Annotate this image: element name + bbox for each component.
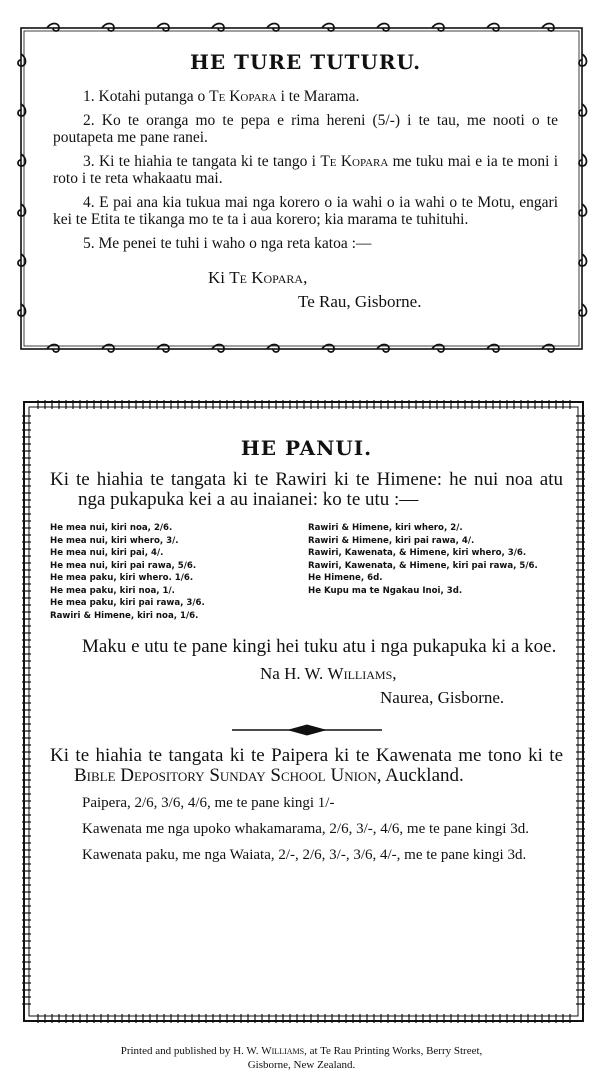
price-item: He mea paku, kiri whero. 1/6. (50, 573, 194, 583)
bible-lead (50, 746, 563, 786)
imprint-post: , at Te Rau Printing Works, Berry Street, (304, 1045, 483, 1057)
bible-society-name: Bible Depository Sunday School Union (74, 765, 377, 786)
imprint-name: Williams (261, 1045, 305, 1057)
bible-lead-end: , Auckland. (376, 765, 464, 786)
price-item: He mea nui, kiri noa, 2/6. (50, 523, 173, 533)
price-item: He mea nui, kiri pai rawa, 5/6. (50, 560, 197, 571)
rules-list (53, 88, 558, 252)
bible-price-item: Kawenata paku, me nga Waiata, 2/-, 2/6, 3/-, 3/6, 4/-, me te pane kingi 3d. (82, 847, 527, 863)
price-item: He Kupu ma te Ngakau Inoi, 3d. (308, 585, 463, 596)
bible-price-item: Paipera, 2/6, 3/6, 4/6, me te pane kingi 1/- (82, 795, 335, 811)
panui-lead: Ki te hiahia te tangata ki te Rawiri ki te Himene: he nui noa atu nga pukapuka kei a au inaianei: ko te utu :— (50, 469, 563, 510)
imprint-pre: Printed and published by H. W. (120, 1045, 262, 1057)
panui-title: HE PANUI. (240, 436, 373, 460)
price-item: Rawiri & Himene, kiri noa, 1/6. (50, 610, 199, 621)
price-item: Rawiri & Himene, kiri whero, 2/. (308, 523, 463, 533)
price-list (50, 522, 563, 622)
rule-num: 3. (83, 153, 95, 170)
rule-item (53, 194, 558, 228)
ornamental-divider (232, 724, 382, 736)
price-item: He mea paku, kiri pai rawa, 3/6. (50, 598, 205, 608)
rule-item (53, 88, 558, 105)
notice-title: HE TURE TUTURU. (189, 50, 422, 74)
rule-num: 5. (83, 235, 95, 252)
price-item: He mea nui, kiri whero, 3/. (50, 535, 179, 546)
notice-ture-tuturu (15, 22, 588, 355)
address-prefix: Ki (208, 268, 230, 287)
rule-post: i te Marama. (276, 88, 360, 105)
bible-price-item: Kawenata me nga upoko whakamarama, 2/6, 3/-, 4/6, me te pane kingi 3d. (82, 821, 529, 837)
rule-sc: Te Kopara (209, 88, 277, 105)
rule-pre: Me penei te tuhi i waho o nga reta katoa :— (98, 235, 372, 252)
bible-lead-text: Ki te hiahia te tangata ki te Paipera ki te Kawenata me tono ki te (50, 745, 563, 766)
price-item: Rawiri & Himene, kiri pai rawa, 4/. (308, 535, 475, 546)
rule-num: 1. (83, 88, 95, 105)
postage-note: Maku e utu te pane kingi hei tuku atu i nga pukapuka ki a koe. (82, 636, 557, 657)
rule-item (53, 153, 558, 187)
imprint-line2: Gisborne, New Zealand. (247, 1059, 356, 1071)
rule-item (53, 112, 558, 146)
bible-price-items (50, 795, 563, 864)
sig-name: Williams, (327, 664, 397, 683)
notice-panui (20, 398, 587, 1025)
imprint-footer (0, 1044, 603, 1072)
rule-pre: Ki te hiahia te tangata ki te tango i (98, 153, 321, 170)
price-column-right (308, 522, 563, 622)
signature (50, 662, 563, 710)
rule-pre: Ko te oranga mo te pepa e rima hereni (5/-) i te tau, me nooti o te poutapeta me pane ranei. (53, 112, 558, 146)
price-item: He Himene, 6d. (308, 573, 383, 583)
price-item: Rawiri, Kawenata, & Himene, kiri whero, 3/6. (308, 548, 527, 558)
mailing-address (53, 266, 558, 314)
address-name: Te Kopara, (229, 268, 308, 287)
price-item: He mea nui, kiri pai, 4/. (50, 548, 164, 558)
rule-item (53, 235, 558, 252)
rule-post: me tuku mai e ia te moni i roto i te reta whakaatu mai. (53, 153, 559, 187)
price-item: He mea paku, kiri noa, 1/. (50, 585, 175, 596)
rule-pre: Kotahi putanga o (98, 88, 210, 105)
rule-sc: Te Kopara (320, 153, 389, 170)
rule-num: 4. (83, 194, 95, 211)
sig-prefix: Na H. W. (260, 664, 328, 683)
rule-num: 2. (83, 112, 95, 129)
address-place: Te Rau, Gisborne. (298, 292, 422, 311)
sig-place: Naurea, Gisborne. (380, 688, 505, 707)
price-item: Rawiri, Kawenata, & Himene, kiri pai rawa, 5/6. (308, 560, 538, 571)
rule-pre: E pai ana kia tukua mai nga korero o ia wahi o ia wahi o te Motu, engari kei te Etita te tikanga mo te ta i aua korero; kia marama te tuhituhi. (53, 194, 559, 228)
price-column-left (50, 522, 308, 622)
